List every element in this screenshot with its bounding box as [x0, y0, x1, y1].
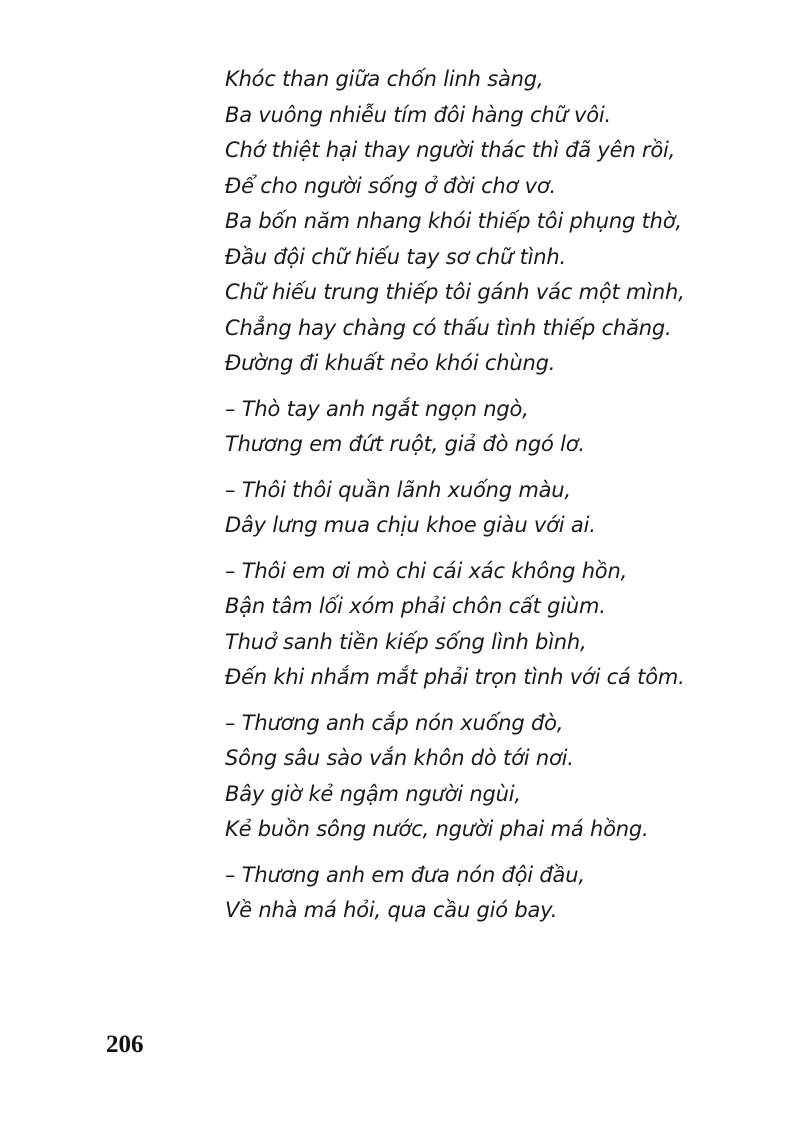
stanza-2 [225, 392, 765, 463]
poem-line: – Thôi em ơi mò chi cái xác không hồn, [225, 558, 628, 583]
stanza-3 [225, 473, 765, 544]
poem-line: Kẻ buồn sông nước, người phai má hồng. [225, 817, 649, 841]
page-number: 206 [106, 1031, 144, 1058]
stanza-5 [225, 706, 765, 848]
poem-line: Thương em đứt ruột, giả đò ngó lơ. [225, 432, 585, 456]
poem-line: Thuở sanh tiền kiếp sống lình bình, [225, 629, 587, 654]
poem-line: – Thương anh em đưa nón đội đầu, [225, 862, 585, 887]
poem-line: Đầu đội chữ hiếu tay sơ chữ tình. [225, 244, 566, 269]
poem-line: Bây giờ kẻ ngậm người ngùi, [225, 781, 521, 806]
poem-line: Để cho người sống ở đời chơ vơ. [225, 173, 556, 198]
poem [225, 62, 765, 939]
poem-line: – Thò tay anh ngắt ngọn ngò, [225, 396, 529, 421]
poem-line: Chẳng hay chàng có thấu tình thiếp chăng. [225, 315, 672, 340]
stanza-6 [225, 858, 765, 929]
poem-line: Đến khi nhắm mắt phải trọn tình với cá tôm. [225, 665, 685, 689]
poem-line: Dây lưng mua chịu khoe giàu với ai. [225, 513, 596, 537]
poem-line: Chữ hiếu trung thiếp tôi gánh vác một mình, [225, 280, 685, 304]
poem-line: Ba vuông nhiễu tím đôi hàng chữ vôi. [225, 102, 612, 127]
poem-line: Bận tâm lối xóm phải chôn cất giùm. [225, 594, 606, 618]
stanza-4 [225, 554, 765, 696]
poem-line: Sông sâu sào vắn khôn dò tới nơi. [225, 746, 574, 770]
poem-line: Đường đi khuất nẻo khói chùng. [225, 351, 556, 375]
poem-line: Chớ thiệt hại thay người thác thì đã yên rồi, [225, 138, 676, 162]
poem-line: – Thương anh cắp nón xuống đò, [225, 710, 564, 735]
poem-line: Ba bốn năm nhang khói thiếp tôi phụng thờ, [225, 209, 682, 233]
poem-line: Về nhà má hỏi, qua cầu gió bay. [225, 898, 558, 922]
poem-line: Khóc than giữa chốn linh sàng, [225, 67, 544, 91]
stanza-1 [225, 62, 765, 382]
poem-line: – Thôi thôi quần lãnh xuống màu, [225, 477, 571, 502]
